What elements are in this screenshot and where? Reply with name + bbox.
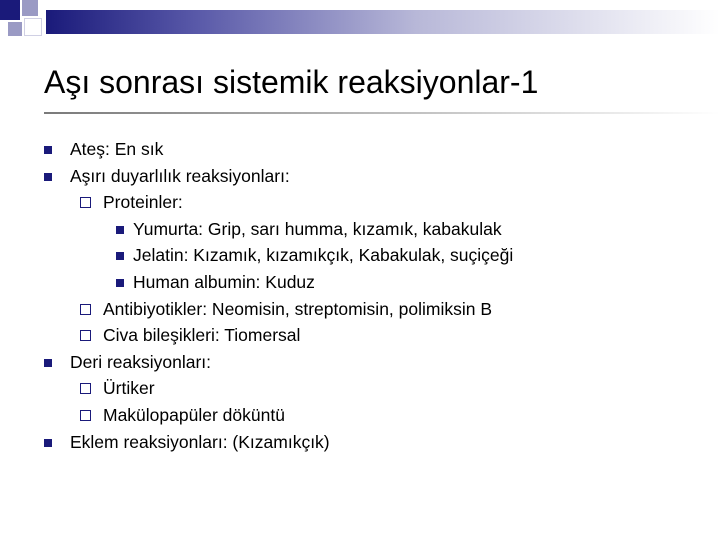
decor-square <box>22 0 38 16</box>
list-item <box>0 242 720 269</box>
list-item-text: Jelatin: Kızamık, kızamıkçık, Kabakulak, suçiçeği <box>133 245 514 266</box>
decor-square <box>24 18 42 36</box>
square-bullet-icon <box>116 252 124 260</box>
square-bullet-icon <box>116 226 124 234</box>
list-item-text: Human albumin: Kuduz <box>133 271 315 292</box>
decor-square <box>0 0 20 20</box>
list-item-text: Antibiyotikler: Neomisin, streptomisin, polimiksin B <box>103 298 493 319</box>
hollow-square-bullet-icon <box>80 304 91 315</box>
list-item <box>0 375 720 402</box>
list-item-text: Deri reaksiyonları: <box>70 351 212 372</box>
list-item <box>0 163 720 190</box>
slide-title: Aşı sonrası sistemik reaksiyonlar-1 <box>44 64 539 100</box>
list-item <box>0 189 720 216</box>
list-item-text: Eklem reaksiyonları: (Kızamıkçık) <box>70 431 330 452</box>
list-item-text: Civa bileşikleri: Tiomersal <box>103 325 301 346</box>
title-divider <box>44 112 720 114</box>
list-item-text: Aşırı duyarlılık reaksiyonları: <box>70 165 290 186</box>
list-item-text: Ürtiker <box>103 378 155 399</box>
hollow-square-bullet-icon <box>80 330 91 341</box>
square-bullet-icon <box>44 439 52 447</box>
list-item <box>0 136 720 163</box>
list-item <box>0 429 720 456</box>
list-item-text: Yumurta: Grip, sarı humma, kızamık, kabakulak <box>133 218 502 239</box>
list-item-text: Makülopapüler döküntü <box>103 404 285 425</box>
hollow-square-bullet-icon <box>80 410 91 421</box>
header-gradient-bar <box>46 10 720 34</box>
list-item-text: Ateş: En sık <box>70 139 164 159</box>
list-item <box>0 269 720 296</box>
square-bullet-icon <box>44 359 52 367</box>
list-item <box>0 322 720 349</box>
square-bullet-icon <box>116 279 124 287</box>
hollow-square-bullet-icon <box>80 197 91 208</box>
bullet-list <box>0 136 720 455</box>
square-bullet-icon <box>44 173 52 181</box>
list-item <box>0 296 720 323</box>
list-item <box>0 216 720 243</box>
list-item-text: Proteinler: <box>103 192 183 213</box>
list-item <box>0 349 720 376</box>
decor-square <box>8 22 22 36</box>
square-bullet-icon <box>44 146 52 154</box>
hollow-square-bullet-icon <box>80 383 91 394</box>
list-item <box>0 402 720 429</box>
